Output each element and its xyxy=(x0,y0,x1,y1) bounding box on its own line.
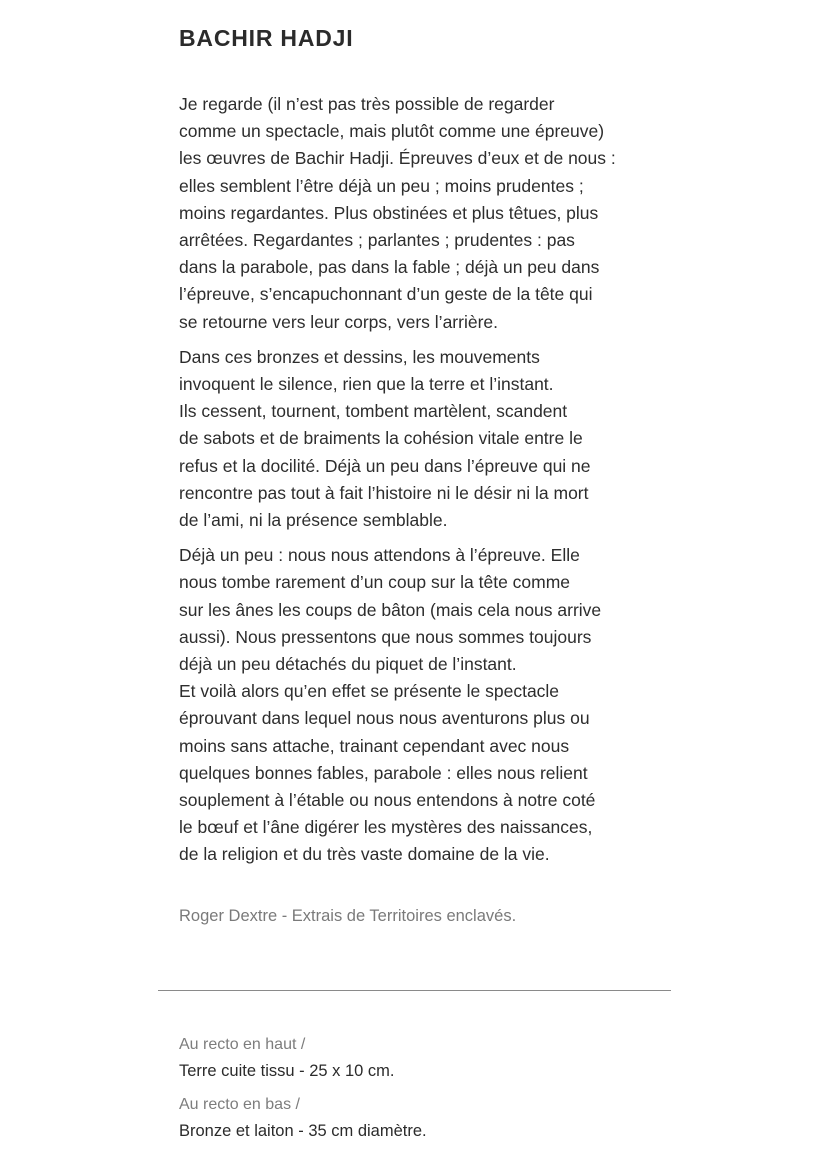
page-title: BACHIR HADJI xyxy=(179,25,354,51)
artwork-captions xyxy=(179,1033,427,1153)
text-line: éprouvant dans lequel nous nous aventurons plus ou xyxy=(179,708,590,729)
text-line: sur les ânes les coups de bâton (mais cela nous arrive xyxy=(179,599,602,620)
text-line: rencontre pas tout à fait l’histoire ni le désir ni la mort xyxy=(179,482,589,503)
text-line: Je regarde (il n’est pas très possible de regarder xyxy=(179,94,555,114)
text-line: comme un spectacle, mais plutôt comme une épreuve) xyxy=(179,121,605,142)
text-line: de la religion et du très vaste domaine de la vie. xyxy=(179,844,550,865)
text-line: moins regardantes. Plus obstinées et plus têtues, plus xyxy=(179,202,599,223)
text-line: elles semblent l’être déjà un peu ; moins prudentes ; xyxy=(179,175,584,196)
caption-label-top: Au recto en haut / xyxy=(179,1036,306,1053)
text-line: souplement à l’étable ou nous entendons à notre coté xyxy=(179,790,596,811)
essay-text xyxy=(179,91,689,877)
author-attribution: Roger Dextre - Extrais de Territoires enclavés. xyxy=(179,907,517,925)
text-line: l’épreuve, s’encapuchonnant d’un geste de la tête qui xyxy=(179,284,593,305)
divider-line xyxy=(158,990,671,991)
text-line: Déjà un peu : nous nous attendons à l’épreuve. Elle xyxy=(179,545,580,566)
text-line: arrêtées. Regardantes ; parlantes ; prudentes : pas xyxy=(179,230,575,251)
text-line: se retourne vers leur corps, vers l’arrière. xyxy=(179,311,498,332)
text-line: quelques bonnes fables, parabole : elles nous relient xyxy=(179,762,588,783)
text-line: nous tombe rarement d’un coup sur la tête comme xyxy=(179,572,571,593)
text-line: invoquent le silence, rien que la terre et l’instant. xyxy=(179,374,554,395)
text-line: refus et la docilité. Déjà un peu dans l’épreuve qui ne xyxy=(179,455,591,476)
text-line: déjà un peu détachés du piquet de l’instant. xyxy=(179,654,517,675)
caption-value-top: Terre cuite tissu - 25 x 10 cm. xyxy=(179,1062,395,1080)
caption-label-bottom: Au recto en bas / xyxy=(179,1096,300,1113)
text-line: de sabots et de braiments la cohésion vitale entre le xyxy=(179,428,583,449)
essay-paragraph-3 xyxy=(179,542,689,868)
essay-paragraph-2 xyxy=(179,344,689,534)
text-line: les œuvres de Bachir Hadji. Épreuves d’eux et de nous : xyxy=(179,148,616,169)
text-line: Ils cessent, tournent, tombent martèlent, scandent xyxy=(179,401,568,422)
text-line: moins sans attache, trainant cependant avec nous xyxy=(179,735,570,756)
caption-value-bottom: Bronze et laiton - 35 cm diamètre. xyxy=(179,1122,427,1140)
essay-paragraph-1 xyxy=(179,91,689,336)
text-line: le bœuf et l’âne digérer les mystères des naissances, xyxy=(179,817,593,838)
text-line: dans la parabole, pas dans la fable ; déjà un peu dans xyxy=(179,257,600,278)
text-line: Dans ces bronzes et dessins, les mouvements xyxy=(179,346,540,367)
text-line: aussi). Nous pressentons que nous sommes toujours xyxy=(179,626,592,647)
text-line: de l’ami, ni la présence semblable. xyxy=(179,510,448,531)
text-line: Et voilà alors qu’en effet se présente le spectacle xyxy=(179,681,560,702)
